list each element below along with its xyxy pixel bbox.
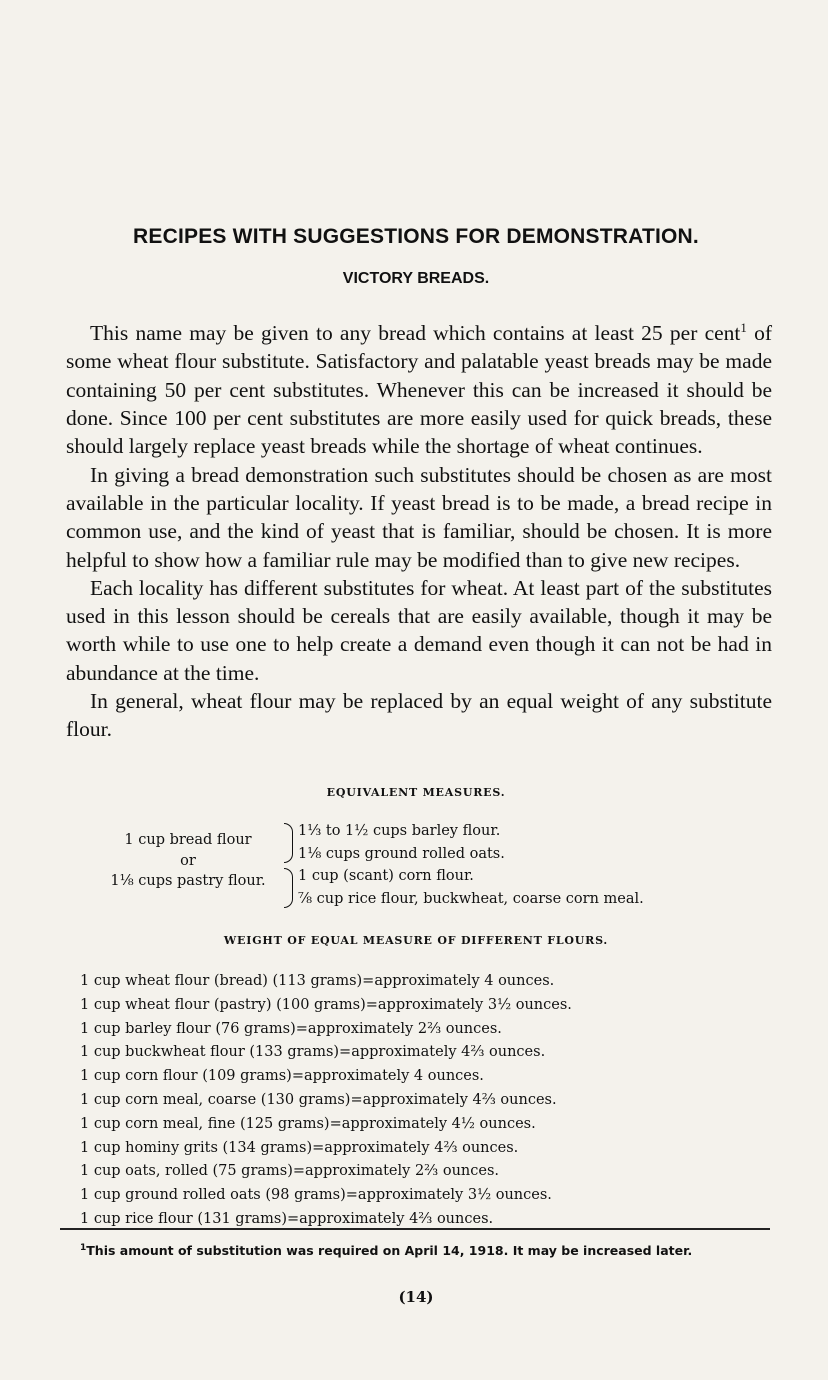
paragraph-2: In giving a bread demonstration such substitutes should be chosen as are most available in the particular locality. If yeast bread is to be made, a bread recipe in common use, and the kind of yeast that is familiar, should be chosen. It is more helpful to show how a familiar rule may be modified than to give new recipes.: [66, 462, 772, 572]
equivalent-right-column: [298, 820, 644, 910]
paragraph-4: In general, wheat flour may be replaced by an equal weight of any substitute flour.: [66, 689, 772, 742]
equivalent-left-column: [98, 820, 278, 892]
equivalent-or: or: [180, 852, 196, 869]
page-title: RECIPES WITH SUGGESTIONS FOR DEMONSTRATION.: [133, 225, 699, 248]
weight-row: 1 cup hominy grits (134 grams)=approximately 4⅔ ounces.: [80, 1139, 519, 1156]
weight-row: 1 cup wheat flour (bread) (113 grams)=approximately 4 ounces.: [80, 973, 555, 989]
brace-lower: [284, 868, 293, 908]
equivalent-item: 1⅛ cups ground rolled oats.: [298, 845, 505, 862]
paragraph-3: Each locality has different substitutes for wheat. At least part of the substitutes used in this lesson should be cereals that are easily available, though it may be worth while to use one to help create a demand even though it can not be had in abundance at the time.: [66, 575, 772, 685]
paragraph-1: [66, 314, 772, 461]
section-subtitle: VICTORY BREADS.: [342, 270, 490, 287]
equivalent-measures-table: [98, 820, 778, 910]
equivalent-bread-flour: 1 cup bread flour: [124, 832, 252, 848]
footnote: [80, 1240, 770, 1259]
equivalent-item: 1⅓ to 1½ cups barley flour.: [298, 823, 501, 839]
footnote-marker: 1: [80, 1243, 87, 1253]
weight-row: 1 cup barley flour (76 grams)=approximately 2⅔ ounces.: [80, 1020, 502, 1037]
weight-row: 1 cup rice flour (131 grams)=approximately 4⅔ ounces.: [80, 1210, 494, 1227]
brace-upper: [284, 823, 293, 863]
weight-row: 1 cup corn meal, fine (125 grams)=approximately 4½ ounces.: [80, 1115, 536, 1132]
weight-row: 1 cup ground rolled oats (98 grams)=approximately 3½ ounces.: [80, 1187, 552, 1204]
equivalent-measures-heading: EQUIVALENT MEASURES.: [326, 786, 506, 799]
body-text: [66, 314, 772, 744]
equivalent-pastry-flour: 1⅛ cups pastry flour.: [110, 872, 266, 889]
equivalent-item: ⅞ cup rice flour, buckwheat, coarse corn meal.: [298, 890, 644, 907]
weight-row: 1 cup oats, rolled (75 grams)=approximately 2⅔ ounces.: [80, 1163, 499, 1180]
equivalent-item: 1 cup (scant) corn flour.: [298, 868, 474, 884]
weight-row: 1 cup wheat flour (pastry) (100 grams)=approximately 3½ ounces.: [80, 996, 572, 1013]
paragraph-1-rest: of some wheat flour substitute. Satisfactory and palatable yeast breads may be made containing 50 per cent substitutes. Whenever this can be increased it should be done. Since 100 per cent substitutes are more easily used for quick breads, these should largely replace yeast breads while the shortage of wheat continues.: [66, 321, 772, 459]
weight-row: 1 cup corn meal, coarse (130 grams)=approximately 4⅔ ounces.: [80, 1091, 557, 1108]
weight-row: 1 cup buckwheat flour (133 grams)=approximately 4⅔ ounces.: [80, 1044, 546, 1061]
weight-row: 1 cup corn flour (109 grams)=approximately 4 ounces.: [80, 1068, 484, 1085]
footnote-divider: [60, 1228, 770, 1230]
footnote-text: This amount of substitution was required on April 14, 1918. It may be increased later.: [86, 1243, 693, 1259]
paragraph-1-start: This name may be given to any bread which contains at least 25 per cent: [90, 321, 741, 346]
weights-heading: WEIGHT OF EQUAL MEASURE OF DIFFERENT FLOURS.: [223, 934, 609, 947]
footnote-ref: 1: [740, 321, 747, 335]
page-number: (14): [398, 1288, 434, 1306]
weights-list: [80, 970, 780, 1232]
